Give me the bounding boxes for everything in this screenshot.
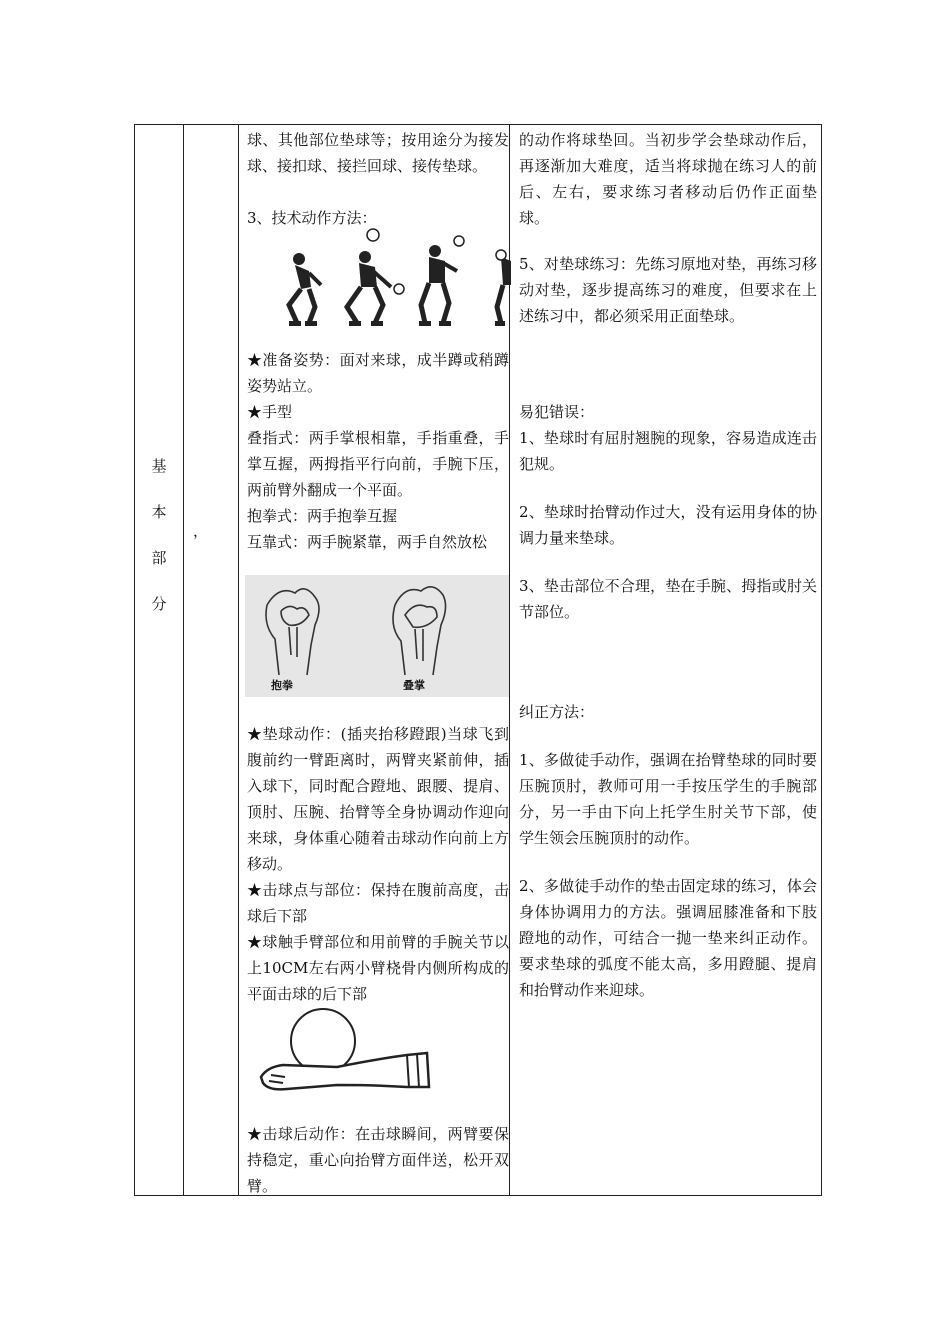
comma-mark: ， bbox=[193, 522, 209, 540]
section-char: 分 bbox=[151, 595, 167, 613]
ready-stance-text: ★准备姿势：面对来球，成半蹲或稍蹲姿势站立。 bbox=[247, 351, 509, 395]
forearm-contact-image bbox=[257, 1007, 447, 1097]
wrist-lean-text: 互靠式：两手腕紧靠，两手自然放松 bbox=[247, 533, 488, 551]
error-3-text: 3、垫击部位不合理，垫在手腕、拇指或肘关节部位。 bbox=[519, 577, 817, 621]
lesson-plan-table bbox=[134, 124, 822, 1196]
overlap-finger-text: 叠指式：两手掌根相靠，手指重叠，手掌互握，两拇指平行向前，手腕下压，两前臂外翻成一个平面。 bbox=[247, 429, 509, 499]
column-divider bbox=[183, 125, 184, 1195]
fist-grip-label: 抱拳 bbox=[271, 679, 293, 692]
error-1-text: 1、垫球时有屈肘翘腕的现象，容易造成连击犯规。 bbox=[519, 429, 817, 473]
hand-shape-heading: ★手型 bbox=[247, 403, 293, 421]
section-label bbox=[145, 443, 173, 627]
arm-contact-text: ★球触手臂部位和用前臂的手腕关节以上10CM左右两小臂桡骨内侧所构成的平面击球的后下部 bbox=[247, 933, 509, 1003]
correction-heading: 纠正方法： bbox=[519, 703, 595, 721]
hand-grip-image bbox=[245, 575, 509, 697]
follow-through-text: ★击球后动作：在击球瞬间，两臂要保持稳定，重心向抬臂方面伴送，松开双臂。 bbox=[247, 1125, 509, 1195]
overlap-palm-label: 叠掌 bbox=[403, 679, 425, 692]
error-2-text: 2、垫球时抬臂动作过大，没有运用身体的协调力量来垫球。 bbox=[519, 503, 817, 547]
correction-2-text: 2、多做徒手动作的垫击固定球的练习，体会身体协调用力的方法。强调屈膝准备和下肢蹬地的动作，可结合一抛一垫来纠正动作。要求垫球的弧度不能太高，多用蹬腿、提肩和抬臂动作来迎球。 bbox=[519, 877, 817, 999]
column-divider bbox=[238, 125, 239, 1195]
fist-grip-text: 抱拳式：两手抱拳互握 bbox=[247, 507, 398, 525]
passing-action-text: ★垫球动作：(插夹抬移蹬跟)当球飞到腹前约一臂距离时，两臂夹紧前伸，插入球下，同时配合蹬地、跟腰、提肩、顶肘、压腕、抬臂等全身协调动作迎向来球，身体重心随着击球动作向前上方移动。 bbox=[247, 725, 509, 873]
common-errors-heading: 易犯错误： bbox=[519, 403, 595, 421]
section-char: 基 bbox=[151, 457, 167, 475]
correction-1-text: 1、多做徒手动作，强调在抬臂垫球的同时要压腕顶肘，教师可用一手按压学生的手腕部分，另一手由下向上托学生肘关节下部，使学生领会压腕顶肘的动作。 bbox=[519, 751, 817, 847]
practice-continuation-text: 的动作将球垫回。当初步学会垫球动作后，再逐渐加大难度，适当将球抛在练习人的前后、左右，要求练习者移动后仍作正面垫球。 bbox=[519, 131, 817, 227]
section-char: 本 bbox=[151, 503, 167, 521]
classification-text: 球、其他部位垫球等；按用途分为接发球、接扣球、接拦回球、接传垫球。 bbox=[247, 131, 509, 175]
method-heading: 3、技术动作方法： bbox=[247, 209, 377, 227]
volleyball-pass-sequence-image bbox=[275, 227, 515, 335]
pair-practice-text: 5、对垫球练习：先练习原地对垫，再练习移动对垫，逐步提高练习的难度，但要求在上述练习中，都必须采用正面垫球。 bbox=[519, 255, 817, 325]
section-char: 部 bbox=[151, 549, 167, 567]
contact-point-text: ★击球点与部位：保持在腹前高度，击球后下部 bbox=[247, 881, 509, 925]
